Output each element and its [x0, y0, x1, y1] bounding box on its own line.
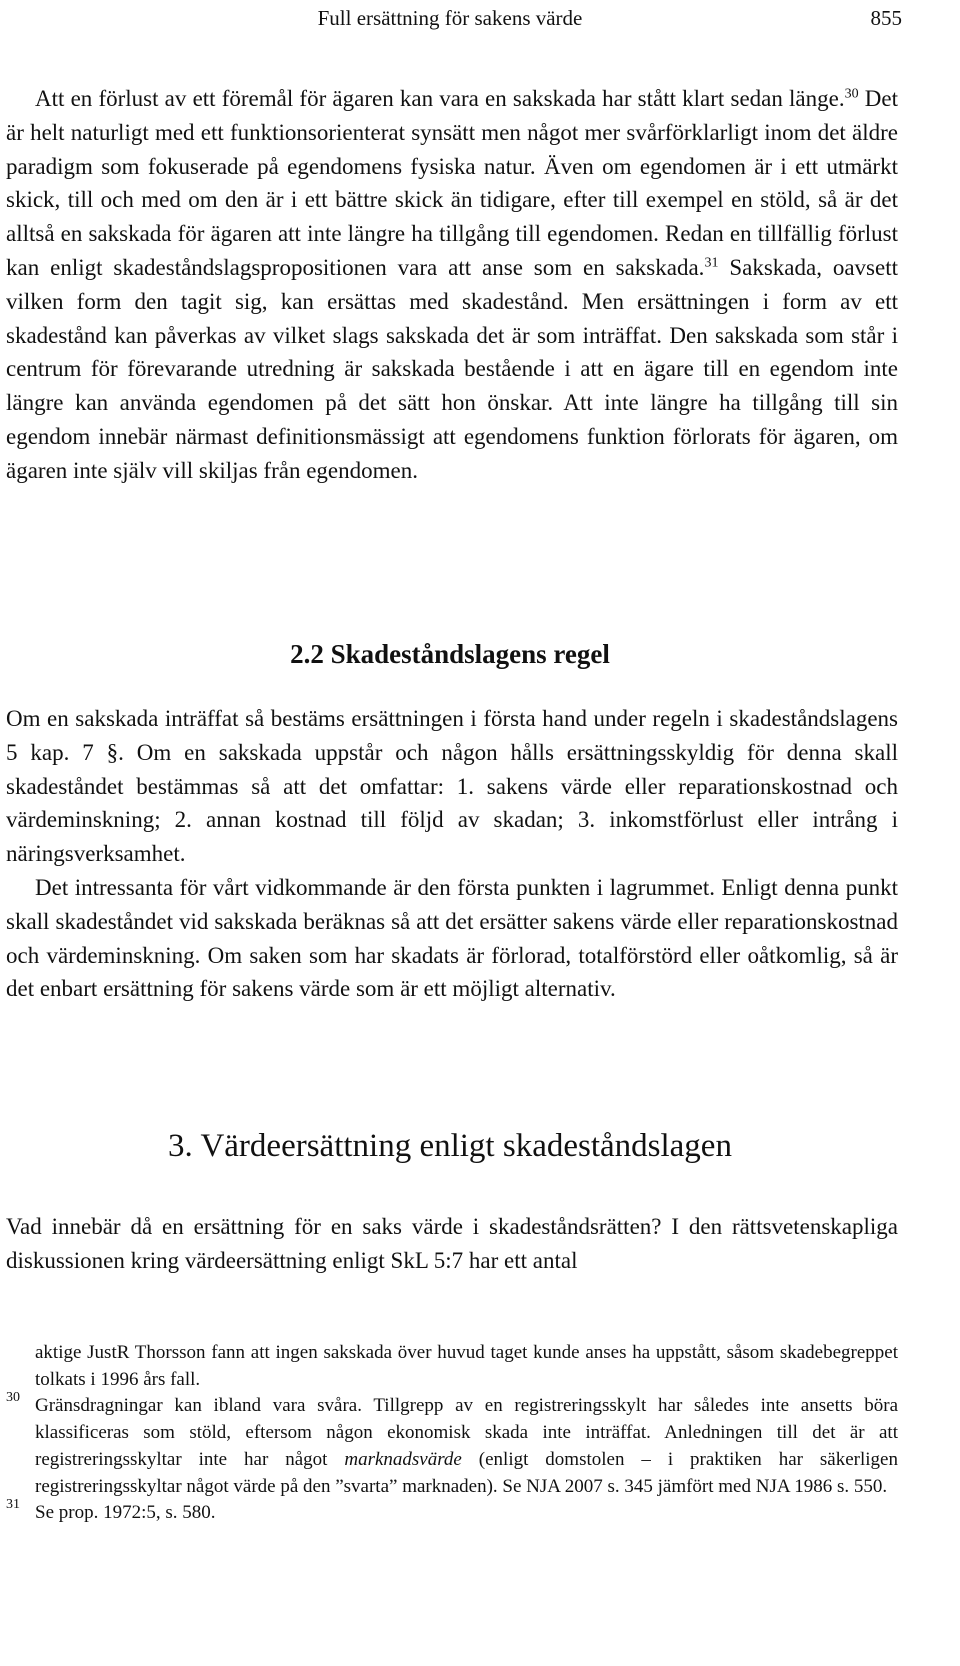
footnote-ref-31[interactable]: 31 [704, 255, 719, 271]
footnote-continued: aktige JustR Thorsson fann att ingen sakskada över huvud taget kunde anses ha uppstått, såsom skadebegreppet tolkats i 1996 års fall. [35, 1342, 898, 1390]
chapter-3-body [6, 1210, 898, 1278]
paragraph: Det intressanta för vårt vidkommande är den första punkten i lagrummet. Enligt denna punkt skall skadeståndet vid sakskada beräknas så att det ersätter sakens värde eller reparationskostnad och värdeminskning. Om saken som har skadats är förlorad, totalförstörd eller oåtkomlig, så är det enbart ersättning för sakens värde som är ett möjligt alternativ. [6, 874, 898, 1002]
footnote-ref-30[interactable]: 30 [844, 86, 859, 102]
footnote-31: 31 Se prop. 1972:5, s. 580. [6, 1497, 216, 1524]
chapter-heading: 3. Värdeersättning enligt skadeståndslagen [168, 1128, 732, 1164]
footnote-30: 30 Gränsdragningar kan ibland vara svåra. Tillgrepp av en registreringsskylt har således inte ansetts böra klassificeras som stöld, eftersom någon ekonomisk skada inte inträffat. Anledningen till det är att registreringsskyltar inte har något marknadsvärde (enligt domstolen – i praktiken har säkerligen registreringsskyltar något värde på den ”svarta” marknaden). Se NJA 2007 s. 345 jämfört med NJA 1986 s. 550. [6, 1390, 898, 1497]
footnote-mark: 30 [6, 1390, 20, 1406]
section-heading: 2.2 Skadeståndslagens regel [290, 639, 610, 669]
running-title: Full ersättning för sakens värde [317, 6, 583, 30]
emphasis: marknadsvärde [344, 1448, 462, 1470]
running-header [0, 2, 960, 34]
footnote-mark: 31 [6, 1497, 20, 1513]
page-number: 855 [870, 6, 902, 30]
section-2-1-body [6, 82, 898, 488]
footnotes [6, 1340, 898, 1527]
paragraph: Om en sakskada inträffat så bestäms ersättningen i första hand under regeln i skadeståndslagens 5 kap. 7 §. Om en sakskada uppstår och någon hålls ersättningsskyldig för denna skall skadeståndet bestämmas så att det omfattar: 1. sakens värde eller reparationskostnad och värdeminskning; 2. annan kostnad till följd av skadan; 3. inkomstförlust eller intrång i näringsverksamhet. [6, 706, 898, 867]
paragraph: Vad innebär då en ersättning för en saks värde i skadeståndsrätten? I den rättsvetenskapliga diskussionen kring värdeersättning enligt SkL 5:7 har ett antal [6, 1214, 898, 1273]
paragraph: Att en förlust av ett föremål för ägaren kan vara en sakskada har stått klart sedan länge.$^{30}$ Det är helt naturligt med ett funktionsorienterat synsätt men något mer svårförklarligt inom det äldre paradigm som fokuserade på egendomens fysiska natur. Även om egendomen är i ett utmärkt skick, till och med om den är i ett bättre skick än tidigare, efter till exempel en stöld, så är det alltså en sakskada för ägaren att inte längre ha tillgång till egendomen. Redan en tillfällig förlust kan enligt skadeståndslagspropositionen vara att anse som en sakskada.$^{31}$ Sakskada, oavsett vilken form den tagit sig, kan ersättas med skadestånd. Men ersättningen i form av ett skadestånd kan påverkas av vilket slags sakskada det är som inträffat. Den sakskada som står i centrum för förevarande utredning är sakskada bestående i att en ägare till en egendom inte längre kan använda egendomen på det sätt hon önskar. Att inte längre ha tillgång till sin egendom innebär närmast definitionsmässigt att egendomens funktion förlorats för ägaren, om ägaren inte själv vill skiljas från egendomen. [6, 86, 898, 483]
section-2-2-body [6, 702, 898, 1006]
